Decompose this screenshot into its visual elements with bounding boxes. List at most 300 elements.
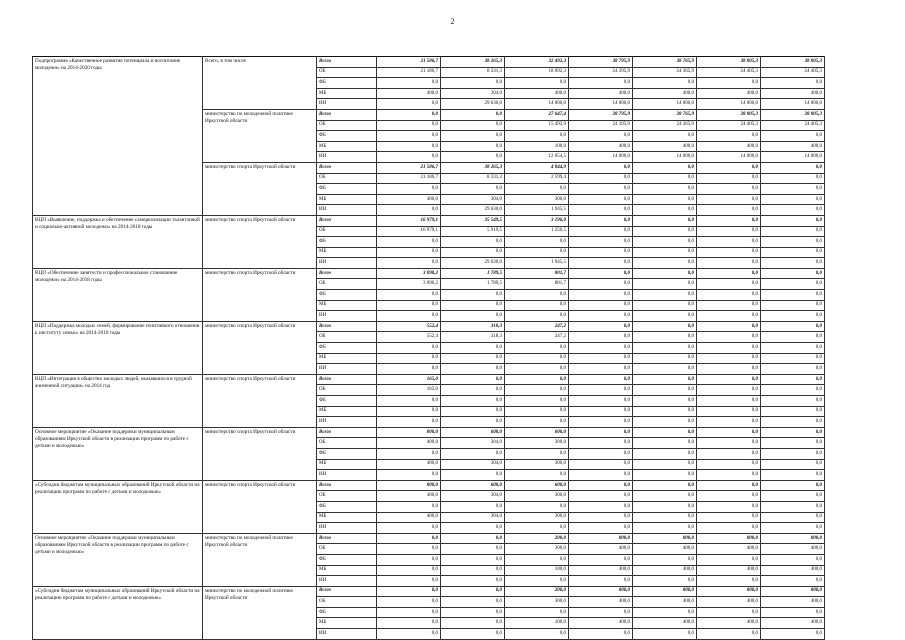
amount-cell: 0,0 bbox=[633, 131, 697, 142]
amount-cell: 0,0 bbox=[761, 385, 825, 396]
funding-source-cell: Всего bbox=[317, 586, 377, 597]
amount-cell: 300,0 bbox=[505, 438, 569, 449]
funding-source-cell: ОБ bbox=[317, 226, 377, 237]
amount-cell: 1 945,5 bbox=[505, 258, 569, 269]
amount-cell: 0,0 bbox=[505, 576, 569, 587]
amount-cell: 0,0 bbox=[441, 311, 505, 322]
amount-cell: 0,0 bbox=[569, 607, 633, 618]
amount-cell: 0,0 bbox=[697, 321, 761, 332]
amount-cell: 0,0 bbox=[377, 247, 441, 258]
amount-cell: 400,0 bbox=[505, 88, 569, 99]
program-name-cell: Основное мероприятие «Оказание поддержки муниципальным образованиям Иркутской области в реализации программ по работе с детьми и молодежью» bbox=[33, 427, 203, 480]
amount-cell: 0,0 bbox=[505, 374, 569, 385]
funding-source-cell: ФБ bbox=[317, 131, 377, 142]
executor-cell: министерство спорта Иркутской области bbox=[203, 374, 317, 427]
amount-cell: 0,0 bbox=[697, 470, 761, 481]
amount-cell: 0,0 bbox=[633, 215, 697, 226]
funding-source-cell: Всего bbox=[317, 162, 377, 173]
executor-cell: министерство по молодежной политике Иркутской области bbox=[203, 109, 317, 162]
amount-cell: 0,0 bbox=[697, 501, 761, 512]
amount-cell: 0,0 bbox=[761, 268, 825, 279]
amount-cell: 0,0 bbox=[761, 131, 825, 142]
amount-cell: 0,0 bbox=[569, 237, 633, 248]
amount-cell: 38 805,3 bbox=[761, 57, 825, 68]
funding-source-cell: ОБ bbox=[317, 491, 377, 502]
amount-cell: 0,0 bbox=[761, 480, 825, 491]
amount-cell: 38 265,3 bbox=[441, 57, 505, 68]
executor-cell: Всего, в том числе bbox=[203, 57, 317, 110]
amount-cell: 3 090,2 bbox=[377, 268, 441, 279]
amount-cell: 0,0 bbox=[761, 470, 825, 481]
amount-cell: 400,0 bbox=[569, 544, 633, 555]
amount-cell: 16 979,1 bbox=[377, 226, 441, 237]
amount-cell: 552,4 bbox=[377, 321, 441, 332]
amount-cell: 0,0 bbox=[697, 78, 761, 89]
amount-cell: 318,3 bbox=[441, 321, 505, 332]
executor-cell: министерство по молодежной политике Иркутской области bbox=[203, 533, 317, 586]
amount-cell: 0,0 bbox=[633, 576, 697, 587]
executor-cell: министерство спорта Иркутской области bbox=[203, 162, 317, 215]
amount-cell: 0,0 bbox=[377, 417, 441, 428]
amount-cell: 0,0 bbox=[377, 353, 441, 364]
amount-cell: 0,0 bbox=[633, 438, 697, 449]
amount-cell: 0,0 bbox=[761, 523, 825, 534]
amount-cell: 0,0 bbox=[377, 523, 441, 534]
amount-cell: 0,0 bbox=[633, 629, 697, 640]
amount-cell: 0,0 bbox=[569, 173, 633, 184]
funding-source-cell: Всего bbox=[317, 268, 377, 279]
amount-cell: 0,0 bbox=[697, 438, 761, 449]
amount-cell: 0,0 bbox=[505, 417, 569, 428]
executor-cell: министерство спорта Иркутской области bbox=[203, 215, 317, 268]
amount-cell: 304,0 bbox=[441, 512, 505, 523]
amount-cell: 200,0 bbox=[505, 586, 569, 597]
funding-source-cell: ИИ bbox=[317, 311, 377, 322]
budget-table-body bbox=[33, 57, 825, 640]
amount-cell: 0,0 bbox=[441, 385, 505, 396]
funding-source-cell: Всего bbox=[317, 109, 377, 120]
amount-cell: 8 331,3 bbox=[441, 67, 505, 78]
amount-cell: 12 054,5 bbox=[505, 152, 569, 163]
amount-cell: 0,0 bbox=[633, 427, 697, 438]
amount-cell: 0,0 bbox=[441, 501, 505, 512]
funding-source-cell: ОБ bbox=[317, 120, 377, 131]
amount-cell: 0,0 bbox=[633, 374, 697, 385]
amount-cell: 0,0 bbox=[633, 607, 697, 618]
amount-cell: 0,0 bbox=[569, 470, 633, 481]
table-row bbox=[33, 586, 825, 597]
amount-cell: 400,0 bbox=[377, 459, 441, 470]
amount-cell: 0,0 bbox=[377, 290, 441, 301]
amount-cell: 0,0 bbox=[761, 448, 825, 459]
funding-source-cell: Всего bbox=[317, 57, 377, 68]
table-row bbox=[33, 480, 825, 491]
funding-source-cell: ФБ bbox=[317, 78, 377, 89]
amount-cell: 608,0 bbox=[441, 480, 505, 491]
amount-cell: 0,0 bbox=[441, 78, 505, 89]
funding-source-cell: ФБ bbox=[317, 396, 377, 407]
program-name-cell: ВЦП «Обеспечение занятости и профессиональное становление молодежи» на 2014-2018 годы bbox=[33, 268, 203, 321]
amount-cell: 400,0 bbox=[761, 618, 825, 629]
amount-cell: 0,0 bbox=[697, 215, 761, 226]
amount-cell: 0,0 bbox=[633, 459, 697, 470]
amount-cell: 0,0 bbox=[377, 205, 441, 216]
amount-cell: 0,0 bbox=[697, 162, 761, 173]
amount-cell: 300,0 bbox=[505, 544, 569, 555]
amount-cell: 400,0 bbox=[377, 88, 441, 99]
table-row bbox=[33, 215, 825, 226]
amount-cell: 304,0 bbox=[441, 459, 505, 470]
amount-cell: 0,0 bbox=[761, 247, 825, 258]
amount-cell: 400,0 bbox=[377, 438, 441, 449]
amount-cell: 0,0 bbox=[697, 417, 761, 428]
amount-cell: 801,7 bbox=[505, 268, 569, 279]
amount-cell: 0,0 bbox=[697, 554, 761, 565]
amount-cell: 18 092,3 bbox=[505, 67, 569, 78]
amount-cell: 0,0 bbox=[569, 438, 633, 449]
amount-cell: 0,0 bbox=[441, 629, 505, 640]
amount-cell: 0,0 bbox=[441, 364, 505, 375]
amount-cell: 0,0 bbox=[505, 311, 569, 322]
amount-cell: 0,0 bbox=[377, 406, 441, 417]
amount-cell: 0,0 bbox=[697, 131, 761, 142]
program-name-cell: Подпрограмма «Качественное развитие потенциала и воспитание молодежи» на 2014-2020 годы bbox=[33, 57, 203, 216]
amount-cell: 0,0 bbox=[377, 99, 441, 110]
amount-cell: 247,2 bbox=[505, 321, 569, 332]
amount-cell: 0,0 bbox=[505, 385, 569, 396]
amount-cell: 400,0 bbox=[633, 618, 697, 629]
amount-cell: 0,0 bbox=[505, 501, 569, 512]
amount-cell: 0,0 bbox=[633, 554, 697, 565]
amount-cell: 400,0 bbox=[761, 597, 825, 608]
amount-cell: 0,0 bbox=[569, 576, 633, 587]
amount-cell: 0,0 bbox=[441, 300, 505, 311]
amount-cell: 0,0 bbox=[441, 290, 505, 301]
amount-cell: 0,0 bbox=[569, 491, 633, 502]
amount-cell: 0,0 bbox=[633, 385, 697, 396]
amount-cell: 1 789,5 bbox=[441, 268, 505, 279]
amount-cell: 0,0 bbox=[633, 258, 697, 269]
amount-cell: 0,0 bbox=[441, 597, 505, 608]
funding-source-cell: ИИ bbox=[317, 523, 377, 534]
amount-cell: 0,0 bbox=[377, 258, 441, 269]
amount-cell: 0,0 bbox=[505, 554, 569, 565]
amount-cell: 300,0 bbox=[505, 459, 569, 470]
amount-cell: 0,0 bbox=[505, 131, 569, 142]
amount-cell: 0,0 bbox=[569, 554, 633, 565]
amount-cell: 0,0 bbox=[761, 427, 825, 438]
amount-cell: 247,2 bbox=[505, 332, 569, 343]
amount-cell: 0,0 bbox=[569, 131, 633, 142]
amount-cell: 0,0 bbox=[441, 448, 505, 459]
amount-cell: 0,0 bbox=[505, 364, 569, 375]
amount-cell: 14 000,0 bbox=[569, 99, 633, 110]
amount-cell: 14 000,0 bbox=[505, 99, 569, 110]
amount-cell: 800,0 bbox=[633, 533, 697, 544]
amount-cell: 318,3 bbox=[441, 332, 505, 343]
funding-source-cell: ФБ bbox=[317, 554, 377, 565]
amount-cell: 0,0 bbox=[377, 120, 441, 131]
amount-cell: 0,0 bbox=[761, 629, 825, 640]
amount-cell: 0,0 bbox=[633, 321, 697, 332]
amount-cell: 0,0 bbox=[697, 576, 761, 587]
amount-cell: 0,0 bbox=[633, 364, 697, 375]
amount-cell: 0,0 bbox=[441, 141, 505, 152]
amount-cell: 100,0 bbox=[505, 618, 569, 629]
amount-cell: 0,0 bbox=[633, 268, 697, 279]
amount-cell: 14 000,0 bbox=[761, 99, 825, 110]
amount-cell: 0,0 bbox=[441, 237, 505, 248]
amount-cell: 0,0 bbox=[377, 141, 441, 152]
amount-cell: 38 795,9 bbox=[569, 57, 633, 68]
amount-cell: 400,0 bbox=[569, 141, 633, 152]
amount-cell: 400,0 bbox=[569, 618, 633, 629]
amount-cell: 38 805,3 bbox=[697, 57, 761, 68]
amount-cell: 32 492,3 bbox=[505, 57, 569, 68]
amount-cell: 0,0 bbox=[377, 300, 441, 311]
amount-cell: 0,0 bbox=[441, 109, 505, 120]
funding-source-cell: МБ bbox=[317, 406, 377, 417]
amount-cell: 800,0 bbox=[377, 480, 441, 491]
amount-cell: 0,0 bbox=[441, 120, 505, 131]
amount-cell: 0,0 bbox=[441, 353, 505, 364]
amount-cell: 0,0 bbox=[697, 374, 761, 385]
amount-cell: 0,0 bbox=[697, 268, 761, 279]
amount-cell: 0,0 bbox=[697, 459, 761, 470]
amount-cell: 400,0 bbox=[761, 141, 825, 152]
amount-cell: 0,0 bbox=[569, 448, 633, 459]
funding-source-cell: МБ bbox=[317, 459, 377, 470]
amount-cell: 0,0 bbox=[697, 247, 761, 258]
program-name-cell: «Субсидии бюджетам муниципальных образований Иркутской области на реализацию программ по работе с детьми и молодежью» bbox=[33, 586, 203, 639]
amount-cell: 0,0 bbox=[761, 501, 825, 512]
amount-cell: 0,0 bbox=[761, 576, 825, 587]
amount-cell: 0,0 bbox=[441, 565, 505, 576]
amount-cell: 14 000,0 bbox=[569, 152, 633, 163]
amount-cell: 0,0 bbox=[505, 184, 569, 195]
amount-cell: 0,0 bbox=[697, 406, 761, 417]
program-name-cell: ВЦП «Интеграция в общество молодых людей, оказавшихся в трудной жизненной ситуации» на 2014 год bbox=[33, 374, 203, 427]
amount-cell: 0,0 bbox=[697, 448, 761, 459]
amount-cell: 0,0 bbox=[633, 396, 697, 407]
amount-cell: 0,0 bbox=[569, 629, 633, 640]
amount-cell: 0,0 bbox=[505, 78, 569, 89]
amount-cell: 29 630,0 bbox=[441, 205, 505, 216]
amount-cell: 0,0 bbox=[569, 321, 633, 332]
amount-cell: 14 000,0 bbox=[697, 99, 761, 110]
amount-cell: 21 186,7 bbox=[377, 173, 441, 184]
amount-cell: 0,0 bbox=[697, 258, 761, 269]
amount-cell: 0,0 bbox=[377, 396, 441, 407]
amount-cell: 800,0 bbox=[633, 586, 697, 597]
amount-cell: 0,0 bbox=[633, 448, 697, 459]
amount-cell: 800,0 bbox=[697, 586, 761, 597]
amount-cell: 0,0 bbox=[377, 501, 441, 512]
amount-cell: 0,0 bbox=[761, 417, 825, 428]
amount-cell: 29 630,0 bbox=[441, 258, 505, 269]
amount-cell: 0,0 bbox=[697, 480, 761, 491]
amount-cell: 0,0 bbox=[761, 184, 825, 195]
program-name-cell: Основное мероприятие «Оказание поддержки муниципальным образованиям Иркутской области в реализации программ по работе с детьми и молодежью» bbox=[33, 533, 203, 586]
amount-cell: 0,0 bbox=[697, 300, 761, 311]
amount-cell: 0,0 bbox=[569, 523, 633, 534]
amount-cell: 0,0 bbox=[633, 300, 697, 311]
amount-cell: 0,0 bbox=[633, 512, 697, 523]
amount-cell: 0,0 bbox=[633, 501, 697, 512]
funding-source-cell: ОБ bbox=[317, 67, 377, 78]
amount-cell: 0,0 bbox=[569, 332, 633, 343]
amount-cell: 0,0 bbox=[697, 607, 761, 618]
amount-cell: 0,0 bbox=[441, 470, 505, 481]
amount-cell: 400,0 bbox=[633, 597, 697, 608]
amount-cell: 29 630,0 bbox=[441, 99, 505, 110]
amount-cell: 0,0 bbox=[377, 78, 441, 89]
amount-cell: 0,0 bbox=[761, 321, 825, 332]
amount-cell: 0,0 bbox=[377, 554, 441, 565]
amount-cell: 0,0 bbox=[569, 78, 633, 89]
funding-source-cell: МБ bbox=[317, 300, 377, 311]
amount-cell: 0,0 bbox=[697, 385, 761, 396]
funding-source-cell: ФБ bbox=[317, 448, 377, 459]
amount-cell: 400,0 bbox=[761, 565, 825, 576]
amount-cell: 0,0 bbox=[761, 332, 825, 343]
amount-cell: 21 186,7 bbox=[377, 67, 441, 78]
amount-cell: 0,0 bbox=[761, 226, 825, 237]
amount-cell: 0,0 bbox=[377, 131, 441, 142]
amount-cell: 0,0 bbox=[441, 586, 505, 597]
funding-source-cell: МБ bbox=[317, 618, 377, 629]
amount-cell: 0,0 bbox=[569, 343, 633, 354]
amount-cell: 0,0 bbox=[761, 353, 825, 364]
amount-cell: 0,0 bbox=[377, 544, 441, 555]
amount-cell: 0,0 bbox=[761, 279, 825, 290]
amount-cell: 0,0 bbox=[633, 194, 697, 205]
funding-source-cell: ИИ bbox=[317, 258, 377, 269]
amount-cell: 38 795,9 bbox=[569, 109, 633, 120]
amount-cell: 0,0 bbox=[569, 258, 633, 269]
amount-cell: 0,0 bbox=[633, 406, 697, 417]
program-name-cell: ВЦП «Поддержка молодых семей, формирование позитивного отношения к институту семьи» на 2014-2018 годы bbox=[33, 321, 203, 374]
funding-source-cell: ФБ bbox=[317, 237, 377, 248]
amount-cell: 300,0 bbox=[505, 194, 569, 205]
amount-cell: 0,0 bbox=[697, 184, 761, 195]
amount-cell: 304,0 bbox=[441, 88, 505, 99]
amount-cell: 1 945,5 bbox=[505, 205, 569, 216]
amount-cell: 0,0 bbox=[569, 406, 633, 417]
amount-cell: 0,0 bbox=[761, 607, 825, 618]
amount-cell: 0,0 bbox=[761, 374, 825, 385]
amount-cell: 0,0 bbox=[377, 533, 441, 544]
amount-cell: 0,0 bbox=[569, 184, 633, 195]
amount-cell: 0,0 bbox=[569, 427, 633, 438]
amount-cell: 14 000,0 bbox=[633, 152, 697, 163]
funding-source-cell: ОБ bbox=[317, 544, 377, 555]
amount-cell: 400,0 bbox=[697, 88, 761, 99]
amount-cell: 0,0 bbox=[697, 523, 761, 534]
amount-cell: 0,0 bbox=[569, 374, 633, 385]
amount-cell: 0,0 bbox=[441, 343, 505, 354]
amount-cell: 0,0 bbox=[697, 427, 761, 438]
amount-cell: 400,0 bbox=[633, 88, 697, 99]
amount-cell: 0,0 bbox=[633, 247, 697, 258]
amount-cell: 0,0 bbox=[697, 194, 761, 205]
amount-cell: 0,0 bbox=[569, 268, 633, 279]
amount-cell: 0,0 bbox=[377, 607, 441, 618]
funding-source-cell: МБ bbox=[317, 512, 377, 523]
amount-cell: 0,0 bbox=[697, 237, 761, 248]
amount-cell: 0,0 bbox=[569, 300, 633, 311]
amount-cell: 0,0 bbox=[505, 396, 569, 407]
amount-cell: 300,0 bbox=[505, 491, 569, 502]
amount-cell: 0,0 bbox=[697, 343, 761, 354]
amount-cell: 0,0 bbox=[377, 152, 441, 163]
amount-cell: 0,0 bbox=[569, 162, 633, 173]
funding-source-cell: ОБ bbox=[317, 438, 377, 449]
amount-cell: 35 549,5 bbox=[441, 215, 505, 226]
amount-cell: 38 265,3 bbox=[441, 162, 505, 173]
amount-cell: 14 000,0 bbox=[761, 152, 825, 163]
amount-cell: 0,0 bbox=[697, 491, 761, 502]
amount-cell: 0,0 bbox=[761, 237, 825, 248]
amount-cell: 0,0 bbox=[697, 173, 761, 184]
amount-cell: 0,0 bbox=[505, 237, 569, 248]
amount-cell: 38 765,9 bbox=[633, 109, 697, 120]
amount-cell: 0,0 bbox=[569, 290, 633, 301]
amount-cell: 0,0 bbox=[761, 406, 825, 417]
amount-cell: 400,0 bbox=[633, 544, 697, 555]
funding-source-cell: ОБ bbox=[317, 597, 377, 608]
amount-cell: 0,0 bbox=[633, 162, 697, 173]
amount-cell: 0,0 bbox=[761, 491, 825, 502]
amount-cell: 0,0 bbox=[441, 131, 505, 142]
amount-cell: 14 000,0 bbox=[697, 152, 761, 163]
funding-source-cell: ИИ bbox=[317, 417, 377, 428]
amount-cell: 300,0 bbox=[505, 597, 569, 608]
executor-cell: министерство спорта Иркутской области bbox=[203, 480, 317, 533]
amount-cell: 0,0 bbox=[761, 459, 825, 470]
funding-source-cell: ИИ bbox=[317, 576, 377, 587]
amount-cell: 0,0 bbox=[569, 385, 633, 396]
amount-cell: 304,0 bbox=[441, 194, 505, 205]
amount-cell: 8 331,3 bbox=[441, 173, 505, 184]
amount-cell: 0,0 bbox=[441, 618, 505, 629]
amount-cell: 15 492,9 bbox=[505, 120, 569, 131]
amount-cell: 0,0 bbox=[441, 152, 505, 163]
amount-cell: 4 844,9 bbox=[505, 162, 569, 173]
amount-cell: 0,0 bbox=[633, 491, 697, 502]
funding-source-cell: МБ bbox=[317, 194, 377, 205]
amount-cell: 400,0 bbox=[697, 597, 761, 608]
amount-cell: 0,0 bbox=[761, 554, 825, 565]
amount-cell: 800,0 bbox=[761, 533, 825, 544]
amount-cell: 0,0 bbox=[441, 184, 505, 195]
amount-cell: 0,0 bbox=[377, 586, 441, 597]
amount-cell: 0,0 bbox=[505, 290, 569, 301]
amount-cell: 0,0 bbox=[761, 364, 825, 375]
amount-cell: 3 196,0 bbox=[505, 215, 569, 226]
amount-cell: 24 365,9 bbox=[633, 67, 697, 78]
funding-source-cell: Всего bbox=[317, 374, 377, 385]
amount-cell: 21 586,7 bbox=[377, 57, 441, 68]
funding-source-cell: ИИ bbox=[317, 99, 377, 110]
amount-cell: 24 405,3 bbox=[761, 120, 825, 131]
table-row bbox=[33, 533, 825, 544]
amount-cell: 0,0 bbox=[633, 290, 697, 301]
amount-cell: 0,0 bbox=[633, 184, 697, 195]
amount-cell: 400,0 bbox=[697, 141, 761, 152]
funding-source-cell: ОБ bbox=[317, 279, 377, 290]
amount-cell: 2 599,4 bbox=[505, 173, 569, 184]
